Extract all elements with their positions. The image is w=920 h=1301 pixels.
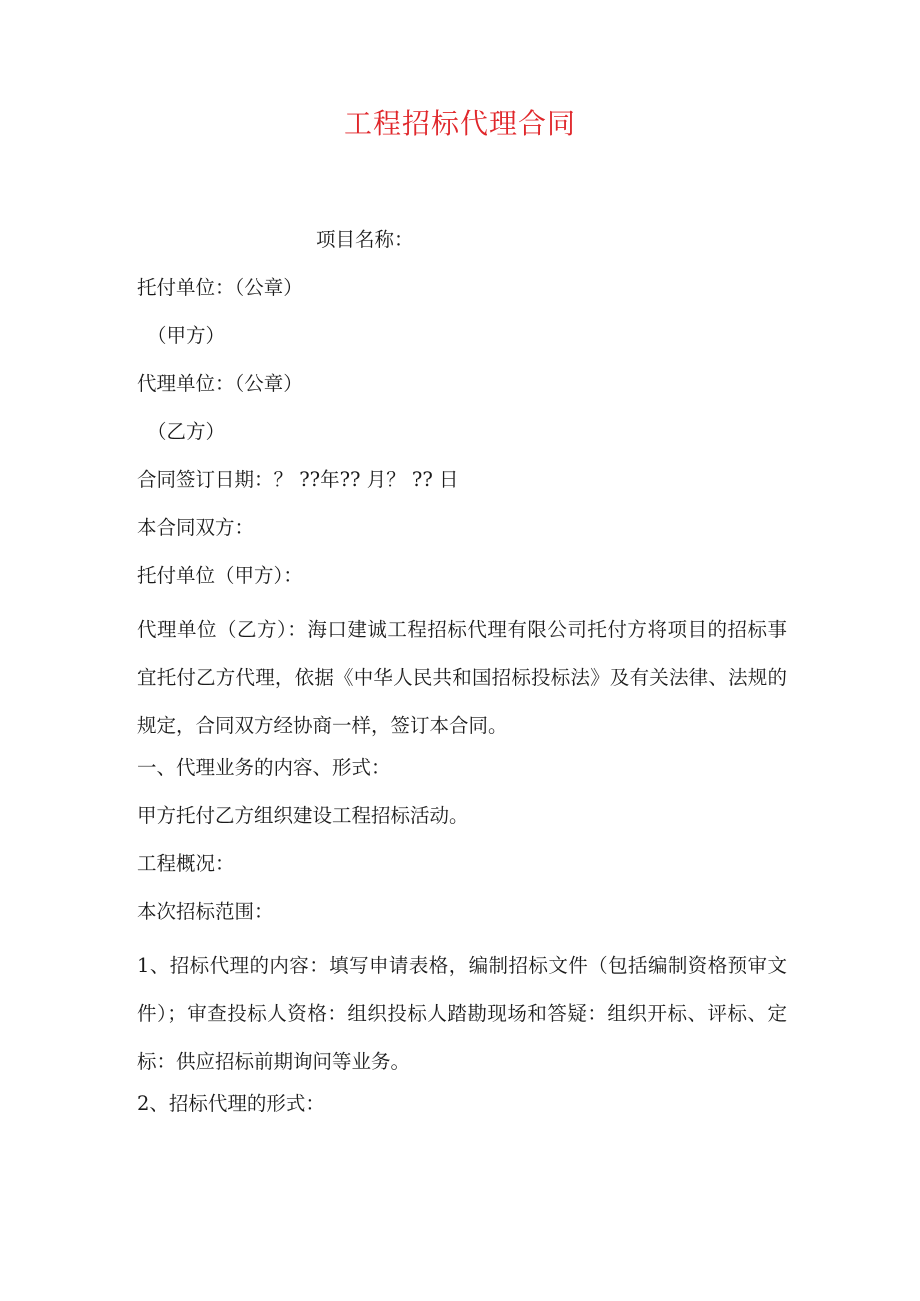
item-1-paragraph: 1、招标代理的内容：填写申请表格，编制招标文件（包括编制资格预审文件）；审查投标人资格：组织投标人踏勘现场和答疑：组织开标、评标、定标：供应招标前期询问等业务。 (137, 954, 787, 1073)
document-title: 工程招标代理合同 (343, 107, 576, 140)
item-2-heading: 2、招标代理的形式： (137, 1092, 325, 1115)
both-parties-label: 本合同双方： (137, 516, 255, 539)
sign-date-label: 合同签订日期：？ ??年?? 月？ ?? 日 (137, 468, 459, 491)
project-name-label: 项目名称： (316, 228, 414, 251)
agent-unit-label: 代理单位：（公章） (137, 372, 303, 395)
party-b-label: （乙方） (147, 420, 226, 443)
tender-scope-label: 本次招标范围： (137, 900, 274, 923)
project-overview-label: 工程概况： (137, 852, 235, 875)
client-unit-label: 托付单位：（公章） (137, 276, 303, 299)
client-party-label: 托付单位（甲方）： (137, 564, 303, 587)
section-1-text: 甲方托付乙方组织建设工程招标活动。 (137, 804, 469, 827)
agent-party-paragraph: 代理单位（乙方）：海口建诚工程招标代理有限公司托付方将项目的招标事宜托付乙方代理，依据《中华人民共和国招标投标法》及有关法律、法规的规定，合同双方经协商一样，签订本合同。 (137, 618, 787, 737)
party-a-label: （甲方） (147, 324, 226, 347)
section-1-heading: 一、代理业务的内容、形式： (137, 756, 391, 779)
